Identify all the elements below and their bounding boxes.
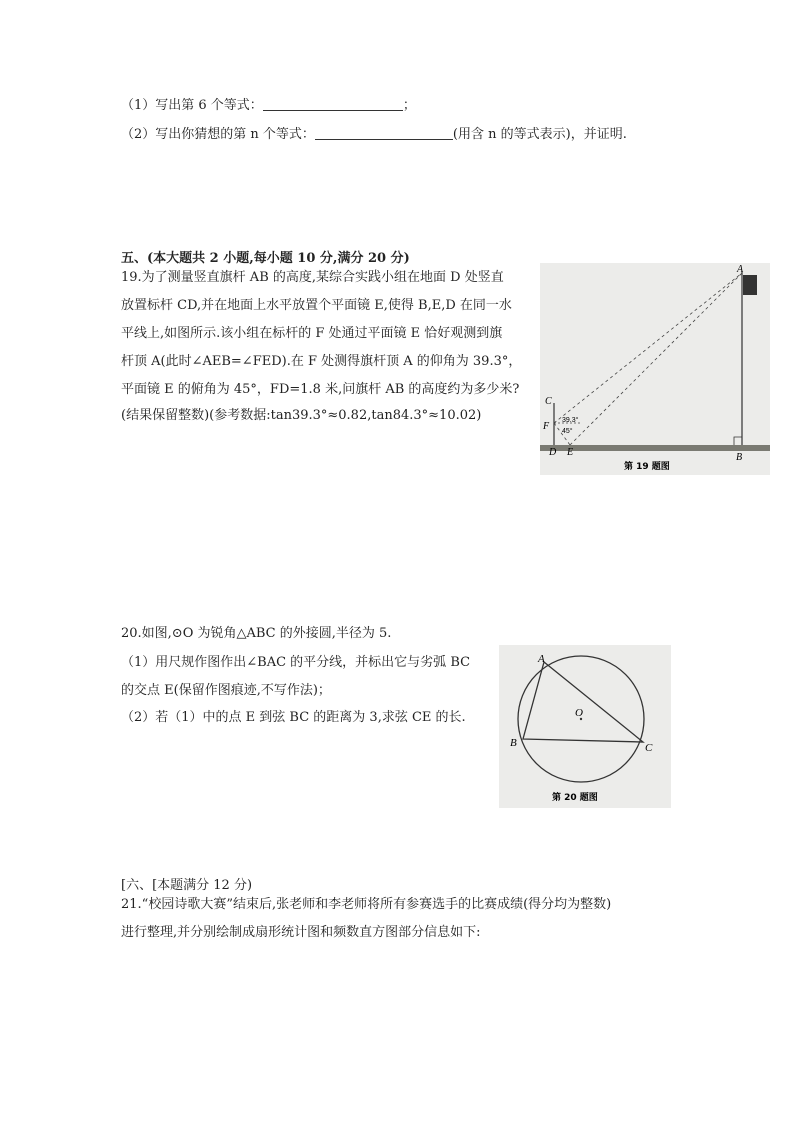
flag-icon <box>743 275 757 295</box>
q18-part2 <box>121 126 627 143</box>
label-e: E <box>567 447 574 458</box>
label-b: B <box>510 737 517 749</box>
label-c: C <box>545 396 552 407</box>
q19-line-1: 19.为了测量竖直旗杆 AB 的高度,某综合实践小组在地面 D 处竖直 <box>121 270 504 285</box>
q20-line-1: 20.如图,⊙O 为锐角△ABC 的外接圆,半径为 5. <box>121 626 392 641</box>
section5-heading: 五、(本大题共 2 小题,每小题 10 分,满分 20 分) <box>121 251 410 266</box>
figure-20-caption: 第 20 题图 <box>552 793 598 803</box>
q21-line-2: 进行整理,并分别绘制成扇形统计图和频数直方图部分信息如下: <box>121 925 481 940</box>
sight-line-ea <box>570 273 742 445</box>
q18-part1-tail: ； <box>402 98 416 113</box>
q19-line-5: 平面镜 E 的俯角为 45°，FD=1.8 米,问旗杆 AB 的高度约为多少米? <box>121 382 520 397</box>
q19-line-4: 杆顶 A(此时∠AEB=∠FED).在 F 处测得旗杆顶 A 的仰角为 39.3°， <box>121 354 522 369</box>
q18-part1-text: （1）写出第 6 个等式： <box>121 98 263 113</box>
label-a: A <box>538 653 545 665</box>
answer-blank-2[interactable] <box>315 126 453 140</box>
q20-line-3: 的交点 E(保留作图痕迹,不写作法)； <box>121 683 331 698</box>
figure-19-diagram <box>540 263 770 475</box>
label-a: A <box>737 264 744 275</box>
ground-line <box>540 445 770 451</box>
q20-line-2: （1）用尺规作图作出∠BAC 的平分线，并标出它与劣弧 BC <box>121 655 471 670</box>
label-d: D <box>549 447 557 458</box>
figure-19-caption: 第 19 题图 <box>624 462 670 472</box>
figure-20-diagram <box>499 645 671 808</box>
label-angle-39: 39.3° <box>562 417 579 424</box>
label-angle-45: 45° <box>562 428 573 435</box>
q19-line-6: (结果保留整数)(参考数据:tan39.3°≈0.82,tan84.3°≈10.02) <box>121 408 482 423</box>
q18-part1 <box>121 97 416 114</box>
q19-line-2: 放置标杆 CD,并在地面上水平放置个平面镜 E,使得 B,E,D 在同一水 <box>121 298 512 313</box>
label-c: C <box>645 742 653 754</box>
label-b: B <box>736 452 743 463</box>
q18-part2-text: （2）写出你猜想的第 n 个等式： <box>121 127 315 142</box>
answer-blank-1[interactable] <box>263 97 403 111</box>
label-o: O <box>575 707 583 719</box>
right-angle-b <box>734 437 742 445</box>
q21-line-1: 21.“校园诗歌大赛”结束后,张老师和李老师将所有参赛选手的比赛成绩(得分均为整数) <box>121 897 612 912</box>
q19-line-3: 平线上,如图所示.该小组在标杆的 F 处通过平面镜 E 恰好观测到旗 <box>121 326 503 341</box>
q18-part2-tail: (用含 n 的等式表示)，并证明. <box>452 127 627 142</box>
label-f: F <box>543 421 550 432</box>
sight-line-fa <box>554 273 742 423</box>
q20-line-4: （2）若（1）中的点 E 到弦 BC 的距离为 3,求弦 CE 的长. <box>121 710 466 725</box>
figure-20 <box>499 645 671 808</box>
figure-19 <box>540 263 770 475</box>
section6-heading: [六、[本题满分 12 分) <box>121 878 253 893</box>
